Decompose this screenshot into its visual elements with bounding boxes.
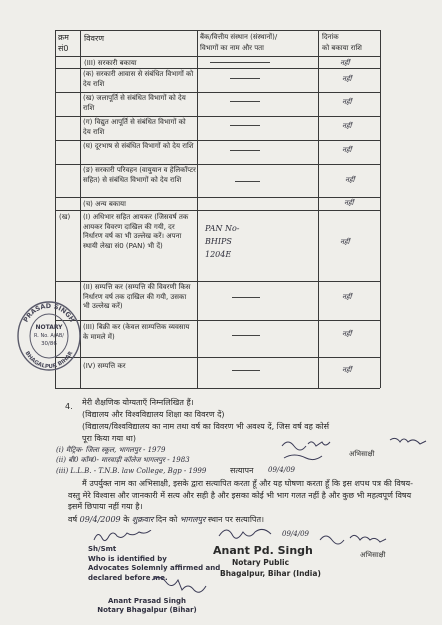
education-line3: (विद्यालय/विश्वविद्यालय का नाम तथा वर्ष का विवरण भी अवश्य दें, जिस वर्ष वह कोर्स — [82, 422, 330, 431]
sales-tax-label: (III) बिक्री कर (केवल साम्पत्तिक व्यवसाय के मामले में) — [83, 323, 190, 341]
income-tax-label: (I) अधिभार सहित आयकर (जिसवर्ष तक आयकर विवरण दाखिल की गयी, दर निर्धारण वर्ष का भी उल्लेख करें। अपना स्थायी लेखा सं0 (PAN) भी दें) — [83, 213, 189, 250]
deponent-label-1: अभिसाक्षी — [349, 450, 375, 458]
header-sno-2: सं0 — [58, 44, 69, 53]
notary-footer-name-block — [92, 597, 202, 615]
electricity-dues-amount: नहीं — [342, 122, 352, 130]
footer-line4: declared before me. — [88, 573, 168, 582]
verification-paragraph: मैं उपर्युक्त नाम का अभिसाक्षी, इसके द्वारा सत्यापित करता हूँ और यह घोषणा करता हूँ कि इस शपथ पत्र की विषय-वस्तु मेरे विश्वास और जानकारी में सत्य और सही है और इसका कोई भी भाग गलत नहीं है और कुछ भी महत्वपूर्ण विषय इसमें छिपाया नहीं गया है। — [68, 479, 414, 511]
bank-dash — [232, 335, 260, 336]
wealth-tax-label: (IV) सम्पत्ति कर — [83, 362, 126, 370]
deponent-label-2: अभिसाक्षी — [360, 551, 386, 559]
bank-dash — [232, 297, 260, 298]
row-line — [55, 281, 380, 282]
govt-housing-dues-amount: नहीं — [342, 75, 352, 83]
education-heading: मेरी शैक्षणिक योग्यताएँ निम्नलिखित हैं। — [82, 398, 194, 407]
footer-line3: Advocates Solemnly affirmed and — [88, 564, 221, 572]
svg-text:BHAGALPUR BIHAR — [24, 350, 75, 370]
table-right-border — [380, 30, 381, 388]
closing-day: शुक्रवार — [131, 515, 154, 524]
bank-dash — [230, 78, 260, 79]
row-line — [55, 164, 380, 165]
water-supply-dues-amount: नहीं — [342, 98, 352, 106]
closing-ko: के — [123, 515, 130, 524]
header-bottom-border — [55, 56, 380, 57]
closing-place: भागलपुर — [179, 515, 206, 524]
row-line — [55, 116, 380, 117]
education-llb: (iii) L.L.B. - T.N.B. law College, Bgp - 1999 — [56, 467, 207, 475]
other-dues-amount: नहीं — [344, 199, 354, 207]
seal-center-3: 30/86 — [41, 341, 57, 347]
col-divider — [318, 30, 319, 388]
row-line — [55, 210, 380, 211]
section-4-number: 4. — [65, 402, 73, 411]
seal-ring-bottom: BHAGALPUR BIHAR — [23, 350, 75, 371]
property-tax-amount: नहीं — [342, 293, 352, 301]
notary-signature-left — [92, 530, 162, 544]
header-description: विवरण — [84, 34, 105, 43]
closing-date: 09/4/2009 — [79, 515, 121, 524]
row-line — [55, 197, 380, 198]
header-sno-1: क्रम — [58, 33, 69, 42]
svg-text:PRASAD SINGH — [22, 302, 76, 324]
table-bottom-border — [55, 388, 380, 389]
row-line — [55, 92, 380, 93]
footer-line6: Notary Bhagalpur (Bihar) — [97, 606, 197, 614]
footer-line1: Sh/Smt — [88, 545, 117, 553]
education-line4: पूरा किया गया था) — [82, 434, 136, 443]
footer-line2: Who is identified by — [88, 554, 167, 563]
closing-din: दिन को — [155, 515, 178, 524]
footer-line5: Anant Prasad Singh — [108, 597, 186, 605]
bank-dash — [235, 181, 260, 182]
header-date-2: को बकाया राशि — [322, 44, 362, 52]
wealth-tax-amount: नहीं — [342, 366, 352, 374]
deponent-signature-2 — [316, 530, 406, 550]
section-iii-title: (III) सरकारी बकाया — [84, 59, 137, 67]
bank-dash — [230, 125, 260, 126]
row-line — [55, 320, 380, 321]
closing-prefix: वर्ष — [68, 515, 78, 524]
stamp-notary-title: Notary Public — [232, 558, 290, 567]
stamp-notary-name: Anant Pd. Singh — [213, 544, 313, 557]
stamp-notary-location: Bhagalpur, Bihar (India) — [220, 569, 321, 578]
telephone-dues-amount: नहीं — [342, 146, 352, 154]
header-bank-1: बैंक/वित्तीय संस्थान (संस्थानों)/ — [200, 33, 278, 41]
row-line — [55, 140, 380, 141]
transport-dues-amount: नहीं — [345, 176, 355, 184]
govt-housing-dues-label: (क) सरकारी आवास से संबंधित विभागों को देय राशि — [83, 70, 194, 88]
telephone-dues-label: (घ) दूरभाष से संबंधित विभागों को देय राशि — [83, 142, 194, 150]
bank-dash — [230, 101, 260, 102]
col-divider — [197, 30, 198, 388]
education-bcom: (ii) बी0 कॉम0- मारवाड़ी कॉलेज भागलपुर - 1983 — [56, 456, 190, 464]
notary-seal-stamp — [14, 294, 84, 374]
seal-ring-top: PRASAD SINGH — [21, 301, 77, 324]
header-date-1: दिनांक — [322, 33, 339, 41]
pan-number: PAN No- BHIPS 1204E — [205, 224, 240, 259]
bank-dash — [210, 62, 270, 63]
seal-center-1: NOTARY — [35, 324, 63, 331]
seal-center-2: R. No. A/AB/ — [33, 333, 65, 339]
notary-date-signature — [150, 574, 210, 594]
section-kha-marker: (ख) — [59, 213, 71, 221]
education-line2: (विद्यालय और विश्वविद्यालय शिक्षा का विवरण दें) — [82, 410, 225, 419]
income-tax-amount: नहीं — [340, 238, 350, 246]
amount-nil: नहीं — [340, 59, 350, 67]
verification-title: सत्यापन — [230, 466, 254, 475]
header-bank-2: विभागों का नाम और पता — [200, 44, 264, 52]
electricity-dues-label: (ग) विद्युत आपूर्ति से संबंधित विभागों को देय राशि — [83, 118, 186, 136]
sales-tax-amount: नहीं — [342, 330, 352, 338]
property-tax-label: (II) सम्पत्ति कर (सम्पत्ति की विवरणी किस निर्धारण वर्ष तक दाखिल की गयी, उसका भी उल्लेख करें) — [83, 283, 191, 310]
transport-dues-label: (ङ) सरकारी परिवहन (वायुयान व हेलिकॉप्टर सहित) से संबंधित विभागों को देय राशि — [83, 166, 196, 184]
closing-suffix: स्थान पर सत्यापित। — [207, 515, 265, 524]
table-top-border — [55, 30, 380, 31]
stamp-handwritten-date: 09/4/09 — [282, 530, 309, 538]
water-supply-dues-label: (ख) जलापूर्ति से संबंधित विभागों को देय राशि — [83, 94, 186, 112]
verification-handwritten-date: 09/4/09 — [268, 466, 295, 474]
education-matric: (i) मैट्रिक- जिला स्कूल, भागलपुर - 1979 — [56, 446, 166, 454]
row-line — [55, 357, 380, 358]
bank-dash — [230, 150, 260, 151]
other-dues-label: (च) अन्य बकाया — [83, 200, 126, 208]
bank-dash — [232, 370, 260, 371]
